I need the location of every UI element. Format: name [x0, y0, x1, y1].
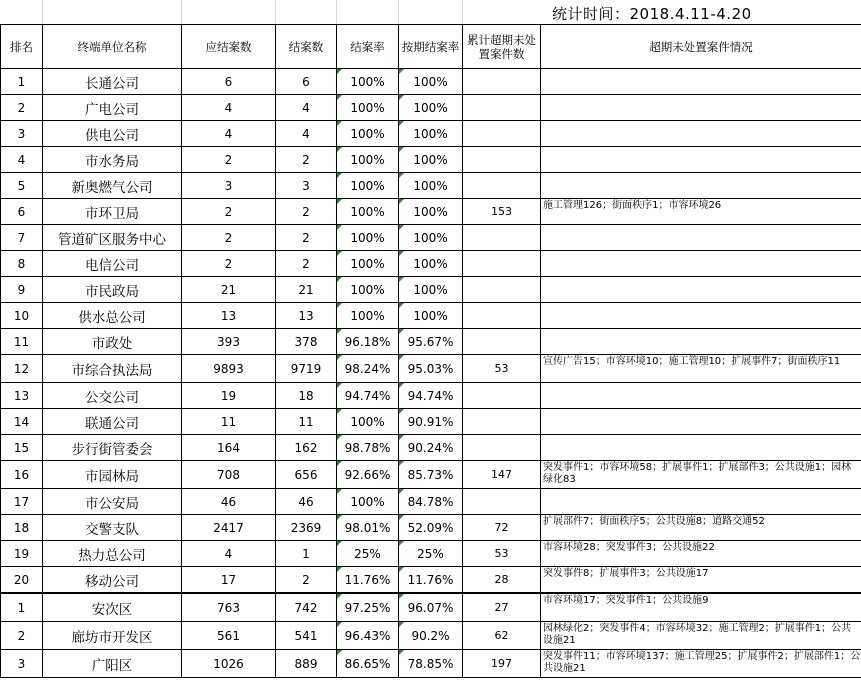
statistics-time: 统计时间：2018.4.11-4.20	[552, 5, 752, 23]
cell-closed[interactable]: 18	[276, 383, 337, 409]
cell-detail[interactable]	[541, 303, 861, 329]
cell-closed[interactable]: 162	[276, 435, 337, 461]
cell-ontime[interactable]: 25%	[399, 541, 463, 567]
cell-rate[interactable]: 98.24%	[337, 355, 399, 383]
cell-detail[interactable]	[541, 383, 861, 409]
table-row	[1, 329, 861, 355]
cell-unit[interactable]: 管道矿区服务中心	[43, 225, 182, 251]
cell-ontime[interactable]: 11.76%	[399, 567, 463, 594]
cell-unit[interactable]: 公交公司	[43, 383, 182, 409]
cell-overdue[interactable]	[463, 69, 541, 95]
cell-rate[interactable]: 100%	[337, 95, 399, 121]
cell-unit[interactable]: 廊坊市开发区	[43, 622, 182, 650]
cell-due[interactable]: 763	[182, 593, 276, 622]
cell-rank[interactable]: 6	[1, 199, 43, 225]
cell-ontime[interactable]: 78.85%	[399, 650, 463, 678]
cell-due[interactable]: 1026	[182, 650, 276, 678]
cell-due[interactable]: 2	[182, 251, 276, 277]
cell-overdue[interactable]	[463, 329, 541, 355]
cell-unit[interactable]: 市公安局	[43, 489, 182, 515]
cell-ontime[interactable]: 84.78%	[399, 489, 463, 515]
cell-closed[interactable]: 2	[276, 199, 337, 225]
cell-rate[interactable]: 25%	[337, 541, 399, 567]
cell-overdue[interactable]	[463, 95, 541, 121]
cell-overdue[interactable]: 27	[463, 593, 541, 622]
cell-rank[interactable]: 3	[1, 121, 43, 147]
cell-unit[interactable]: 电信公司	[43, 251, 182, 277]
cell-rank[interactable]: 16	[1, 461, 43, 489]
cell-rank[interactable]: 1	[1, 69, 43, 95]
cell-rank[interactable]: 11	[1, 329, 43, 355]
table-body	[1, 69, 861, 678]
cell-rate[interactable]: 96.43%	[337, 622, 399, 650]
cell-ontime[interactable]: 100%	[399, 225, 463, 251]
cell-ontime[interactable]: 90.91%	[399, 409, 463, 435]
header-closed[interactable]: 结案数	[276, 25, 337, 69]
cell-closed[interactable]: 2369	[276, 515, 337, 541]
cell-rank[interactable]: 1	[1, 593, 43, 622]
cell-rank[interactable]: 15	[1, 435, 43, 461]
cell-rate[interactable]: 97.25%	[337, 593, 399, 622]
cell-detail[interactable]	[541, 435, 861, 461]
cell-overdue[interactable]	[463, 277, 541, 303]
cell-closed[interactable]: 11	[276, 409, 337, 435]
cell-overdue[interactable]	[463, 251, 541, 277]
cell-overdue[interactable]	[463, 225, 541, 251]
table-row	[1, 121, 861, 147]
cell-detail[interactable]: 扩展部件7；街面秩序5；公共设施8；道路交通52	[541, 515, 861, 541]
cell-closed[interactable]: 2	[276, 251, 337, 277]
cell-ontime[interactable]: 95.03%	[399, 355, 463, 383]
cell-detail[interactable]	[541, 329, 861, 355]
cell-due[interactable]: 11	[182, 409, 276, 435]
cell-unit[interactable]: 市水务局	[43, 147, 182, 173]
cell-overdue[interactable]: 53	[463, 541, 541, 567]
cell-overdue[interactable]	[463, 147, 541, 173]
cell-detail[interactable]: 宣传广告15；市容环境10；施工管理10；扩展事件7；街面秩序11	[541, 355, 861, 383]
cell-closed[interactable]: 9719	[276, 355, 337, 383]
cell-unit[interactable]: 供电公司	[43, 121, 182, 147]
cell-rank[interactable]: 7	[1, 225, 43, 251]
cell-overdue[interactable]: 62	[463, 622, 541, 650]
cell-closed[interactable]: 13	[276, 303, 337, 329]
cell-overdue[interactable]	[463, 409, 541, 435]
cell-rate[interactable]: 100%	[337, 251, 399, 277]
cell-due[interactable]: 2	[182, 147, 276, 173]
cell-due[interactable]: 2417	[182, 515, 276, 541]
cell-rank[interactable]: 8	[1, 251, 43, 277]
cell-closed[interactable]: 1	[276, 541, 337, 567]
cell-detail[interactable]	[541, 251, 861, 277]
cell-closed[interactable]: 889	[276, 650, 337, 678]
cell-closed[interactable]: 742	[276, 593, 337, 622]
cell-ontime[interactable]: 85.73%	[399, 461, 463, 489]
cell-detail[interactable]	[541, 147, 861, 173]
header-row	[1, 25, 861, 69]
cell-unit[interactable]: 市民政局	[43, 277, 182, 303]
table-row	[1, 95, 861, 121]
cell-rank[interactable]: 18	[1, 515, 43, 541]
cell-rate[interactable]: 100%	[337, 121, 399, 147]
cell-overdue[interactable]	[463, 303, 541, 329]
table-row	[1, 435, 861, 461]
cell-due[interactable]: 4	[182, 95, 276, 121]
cell-overdue[interactable]: 147	[463, 461, 541, 489]
header-rank[interactable]: 排名	[1, 25, 43, 69]
cell-closed[interactable]: 3	[276, 173, 337, 199]
cell-ontime[interactable]: 96.07%	[399, 593, 463, 622]
cell-unit[interactable]: 新奥燃气公司	[43, 173, 182, 199]
cell-due[interactable]: 3	[182, 173, 276, 199]
cell-ontime[interactable]: 100%	[399, 303, 463, 329]
cell-ontime[interactable]: 100%	[399, 277, 463, 303]
cell-due[interactable]: 6	[182, 69, 276, 95]
table-row	[1, 461, 861, 489]
cell-ontime[interactable]: 100%	[399, 95, 463, 121]
cell-unit[interactable]: 步行街管委会	[43, 435, 182, 461]
cell-detail[interactable]	[541, 121, 861, 147]
cell-detail[interactable]	[541, 277, 861, 303]
table-row	[1, 173, 861, 199]
cell-due[interactable]: 2	[182, 199, 276, 225]
cell-closed[interactable]: 378	[276, 329, 337, 355]
table-row	[1, 650, 861, 678]
cell-ontime[interactable]: 52.09%	[399, 515, 463, 541]
cell-due[interactable]: 708	[182, 461, 276, 489]
cell-detail[interactable]	[541, 95, 861, 121]
cell-unit[interactable]: 长通公司	[43, 69, 182, 95]
cell-ontime[interactable]: 100%	[399, 121, 463, 147]
cell-detail[interactable]: 市容环境28；突发事件3；公共设施22	[541, 541, 861, 567]
cell-unit[interactable]: 联通公司	[43, 409, 182, 435]
header-ontime[interactable]: 按期结案率	[399, 25, 463, 69]
header-unit[interactable]: 终端单位名称	[43, 25, 182, 69]
cell-rank[interactable]: 5	[1, 173, 43, 199]
cell-rank[interactable]: 14	[1, 409, 43, 435]
cell-due[interactable]: 561	[182, 622, 276, 650]
cell-rate[interactable]: 94.74%	[337, 383, 399, 409]
cell-closed[interactable]: 2	[276, 225, 337, 251]
cell-due[interactable]: 4	[182, 121, 276, 147]
cell-detail[interactable]: 突发事件8；扩展事件3；公共设施17	[541, 567, 861, 594]
cell-rank[interactable]: 4	[1, 147, 43, 173]
cell-rate[interactable]: 100%	[337, 173, 399, 199]
table-row	[1, 622, 861, 650]
cell-overdue[interactable]	[463, 489, 541, 515]
cell-detail[interactable]: 突发事件1；市容环境58；扩展事件1；扩展部件3；公共设施1；园林绿化83	[541, 461, 861, 489]
cell-unit[interactable]: 市环卫局	[43, 199, 182, 225]
table-row	[1, 199, 861, 225]
cell-rate[interactable]: 11.76%	[337, 567, 399, 594]
table-row	[1, 409, 861, 435]
table-row	[1, 593, 861, 622]
cell-overdue[interactable]: 53	[463, 355, 541, 383]
cell-closed[interactable]: 4	[276, 121, 337, 147]
table-row	[1, 225, 861, 251]
table-row	[1, 251, 861, 277]
cell-closed[interactable]: 2	[276, 567, 337, 594]
cell-overdue[interactable]	[463, 383, 541, 409]
cell-rate[interactable]: 86.65%	[337, 650, 399, 678]
cell-unit[interactable]: 供水总公司	[43, 303, 182, 329]
cell-overdue[interactable]: 28	[463, 567, 541, 594]
cell-rate[interactable]: 98.01%	[337, 515, 399, 541]
cell-rank[interactable]: 17	[1, 489, 43, 515]
cell-overdue[interactable]	[463, 121, 541, 147]
cell-rate[interactable]: 100%	[337, 69, 399, 95]
cell-overdue[interactable]	[463, 173, 541, 199]
cell-rank[interactable]: 19	[1, 541, 43, 567]
cell-ontime[interactable]: 90.2%	[399, 622, 463, 650]
cell-detail[interactable]: 突发事件11；市容环境137；施工管理25；扩展事件2；扩展部件1；公共设施21	[541, 650, 861, 678]
cell-unit[interactable]: 广阳区	[43, 650, 182, 678]
cell-detail[interactable]: 园林绿化2；突发事件4；市容环境32；施工管理2；扩展事件1；公共设施21	[541, 622, 861, 650]
cell-overdue[interactable]: 153	[463, 199, 541, 225]
header-due[interactable]: 应结案数	[182, 25, 276, 69]
table-row	[1, 277, 861, 303]
header-overdue[interactable]: 累计超期未处置案件数	[463, 25, 541, 69]
cell-ontime[interactable]: 100%	[399, 199, 463, 225]
cell-rate[interactable]: 100%	[337, 199, 399, 225]
cell-detail[interactable]	[541, 69, 861, 95]
cell-unit[interactable]: 市政处	[43, 329, 182, 355]
cell-ontime[interactable]: 100%	[399, 251, 463, 277]
cell-rank[interactable]: 9	[1, 277, 43, 303]
cell-rank[interactable]: 2	[1, 95, 43, 121]
table-row	[1, 69, 861, 95]
table-row	[1, 515, 861, 541]
cell-due[interactable]: 2	[182, 225, 276, 251]
cell-closed[interactable]: 21	[276, 277, 337, 303]
cell-overdue[interactable]	[463, 435, 541, 461]
cell-closed[interactable]: 46	[276, 489, 337, 515]
cell-rate[interactable]: 100%	[337, 225, 399, 251]
cell-ontime[interactable]: 90.24%	[399, 435, 463, 461]
cell-detail[interactable]	[541, 173, 861, 199]
cell-unit[interactable]: 移动公司	[43, 567, 182, 594]
cell-unit[interactable]: 市综合执法局	[43, 355, 182, 383]
cell-ontime[interactable]: 94.74%	[399, 383, 463, 409]
cell-overdue[interactable]: 197	[463, 650, 541, 678]
table-row	[1, 147, 861, 173]
cell-rank[interactable]: 2	[1, 622, 43, 650]
header-detail[interactable]: 超期未处置案件情况	[541, 25, 861, 69]
cell-due[interactable]: 46	[182, 489, 276, 515]
cell-detail[interactable]	[541, 225, 861, 251]
table-row	[1, 567, 861, 594]
cell-rate[interactable]: 100%	[337, 409, 399, 435]
cell-rate[interactable]: 100%	[337, 147, 399, 173]
cell-unit[interactable]: 广电公司	[43, 95, 182, 121]
ranking-table	[0, 24, 861, 678]
cell-closed[interactable]: 541	[276, 622, 337, 650]
cell-due[interactable]: 9893	[182, 355, 276, 383]
table-row	[1, 541, 861, 567]
cell-rate[interactable]: 100%	[337, 489, 399, 515]
cell-ontime[interactable]: 100%	[399, 147, 463, 173]
cell-rank[interactable]: 13	[1, 383, 43, 409]
cell-due[interactable]: 21	[182, 277, 276, 303]
cell-due[interactable]: 19	[182, 383, 276, 409]
header-rate[interactable]: 结案率	[337, 25, 399, 69]
table-row	[1, 355, 861, 383]
cell-unit[interactable]: 市园林局	[43, 461, 182, 489]
cell-closed[interactable]: 2	[276, 147, 337, 173]
cell-rate[interactable]: 100%	[337, 277, 399, 303]
cell-rank[interactable]: 20	[1, 567, 43, 594]
cell-rate[interactable]: 98.78%	[337, 435, 399, 461]
table-row	[1, 383, 861, 409]
cell-due[interactable]: 393	[182, 329, 276, 355]
cell-ontime[interactable]: 100%	[399, 69, 463, 95]
cell-detail[interactable]: 施工管理126；街面秩序1；市容环境26	[541, 199, 861, 225]
cell-closed[interactable]: 656	[276, 461, 337, 489]
cell-detail[interactable]	[541, 409, 861, 435]
cell-unit[interactable]: 交警支队	[43, 515, 182, 541]
cell-rate[interactable]: 92.66%	[337, 461, 399, 489]
cell-rate[interactable]: 96.18%	[337, 329, 399, 355]
cell-rank[interactable]: 3	[1, 650, 43, 678]
cell-detail[interactable]	[541, 489, 861, 515]
cell-due[interactable]: 164	[182, 435, 276, 461]
cell-unit[interactable]: 热力总公司	[43, 541, 182, 567]
cell-detail[interactable]: 市容环境17；突发事件1；公共设施9	[541, 593, 861, 622]
table-row	[1, 303, 861, 329]
cell-rank[interactable]: 10	[1, 303, 43, 329]
cell-ontime[interactable]: 95.67%	[399, 329, 463, 355]
cell-overdue[interactable]: 72	[463, 515, 541, 541]
cell-rank[interactable]: 12	[1, 355, 43, 383]
cell-rate[interactable]: 100%	[337, 303, 399, 329]
cell-ontime[interactable]: 100%	[399, 173, 463, 199]
cell-closed[interactable]: 6	[276, 69, 337, 95]
cell-due[interactable]: 4	[182, 541, 276, 567]
cell-unit[interactable]: 安次区	[43, 593, 182, 622]
cell-closed[interactable]: 4	[276, 95, 337, 121]
cell-due[interactable]: 13	[182, 303, 276, 329]
table-row	[1, 489, 861, 515]
cell-due[interactable]: 17	[182, 567, 276, 594]
